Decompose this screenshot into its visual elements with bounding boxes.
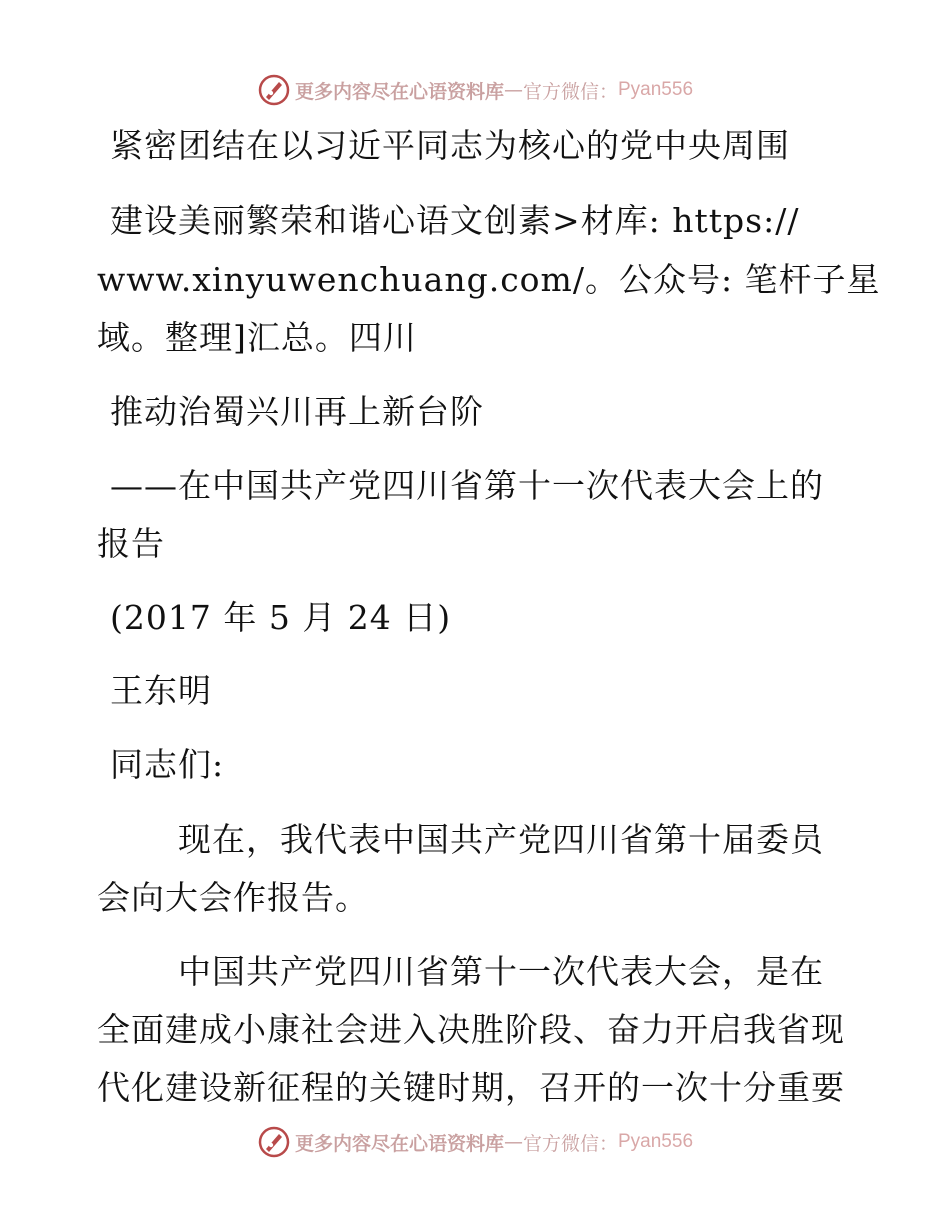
text-line-4: 域。整理]汇总。四川 [97, 318, 417, 357]
text-line-3: www.xinyuwenchuang.com/。公众号: 笔杆子星 [97, 260, 881, 299]
doc-subtitle: ——在中国共产党四川省第十一次代表大会上的 [110, 466, 824, 505]
watermark-main-text: 更多内容尽在心语资料库 [294, 80, 504, 103]
paragraph-2-line-1: 中国共产党四川省第十一次代表大会，是在 [178, 952, 824, 991]
watermark-separator: — [503, 1131, 523, 1153]
watermark-wechat-id: Pyan556 [618, 1131, 694, 1152]
header-watermark [0, 70, 950, 110]
pen-logo-icon [257, 1125, 291, 1159]
doc-title: 推动治蜀兴川再上新台阶 [110, 392, 484, 431]
footer-watermark [0, 1122, 950, 1162]
watermark-main-text: 更多内容尽在心语资料库 [294, 1132, 504, 1155]
doc-subtitle-continued: 报告 [97, 524, 165, 563]
watermark-handle-label: 官方微信： [522, 1132, 618, 1155]
doc-author: 王东明 [110, 671, 212, 710]
text-line-1: 紧密团结在以习近平同志为核心的党中央周围 [110, 126, 790, 165]
watermark-handle-label: 官方微信： [522, 80, 618, 103]
text-line-2: 建设美丽繁荣和谐心语文创素>材库: https:// [110, 201, 800, 240]
paragraph-1-line-1: 现在，我代表中国共产党四川省第十届委员 [178, 820, 824, 859]
watermark-separator: — [503, 79, 523, 101]
doc-date: (2017 年 5 月 24 日) [110, 598, 452, 637]
salutation: 同志们: [110, 745, 225, 784]
watermark-wechat-id: Pyan556 [618, 79, 694, 100]
paragraph-2-line-2: 全面建成小康社会进入决胜阶段、奋力开启我省现 [97, 1010, 845, 1049]
paragraph-2-line-3: 代化建设新征程的关键时期，召开的一次十分重要 [97, 1068, 845, 1107]
pen-logo-icon [257, 73, 291, 107]
paragraph-1-line-2: 会向大会作报告。 [97, 878, 369, 917]
